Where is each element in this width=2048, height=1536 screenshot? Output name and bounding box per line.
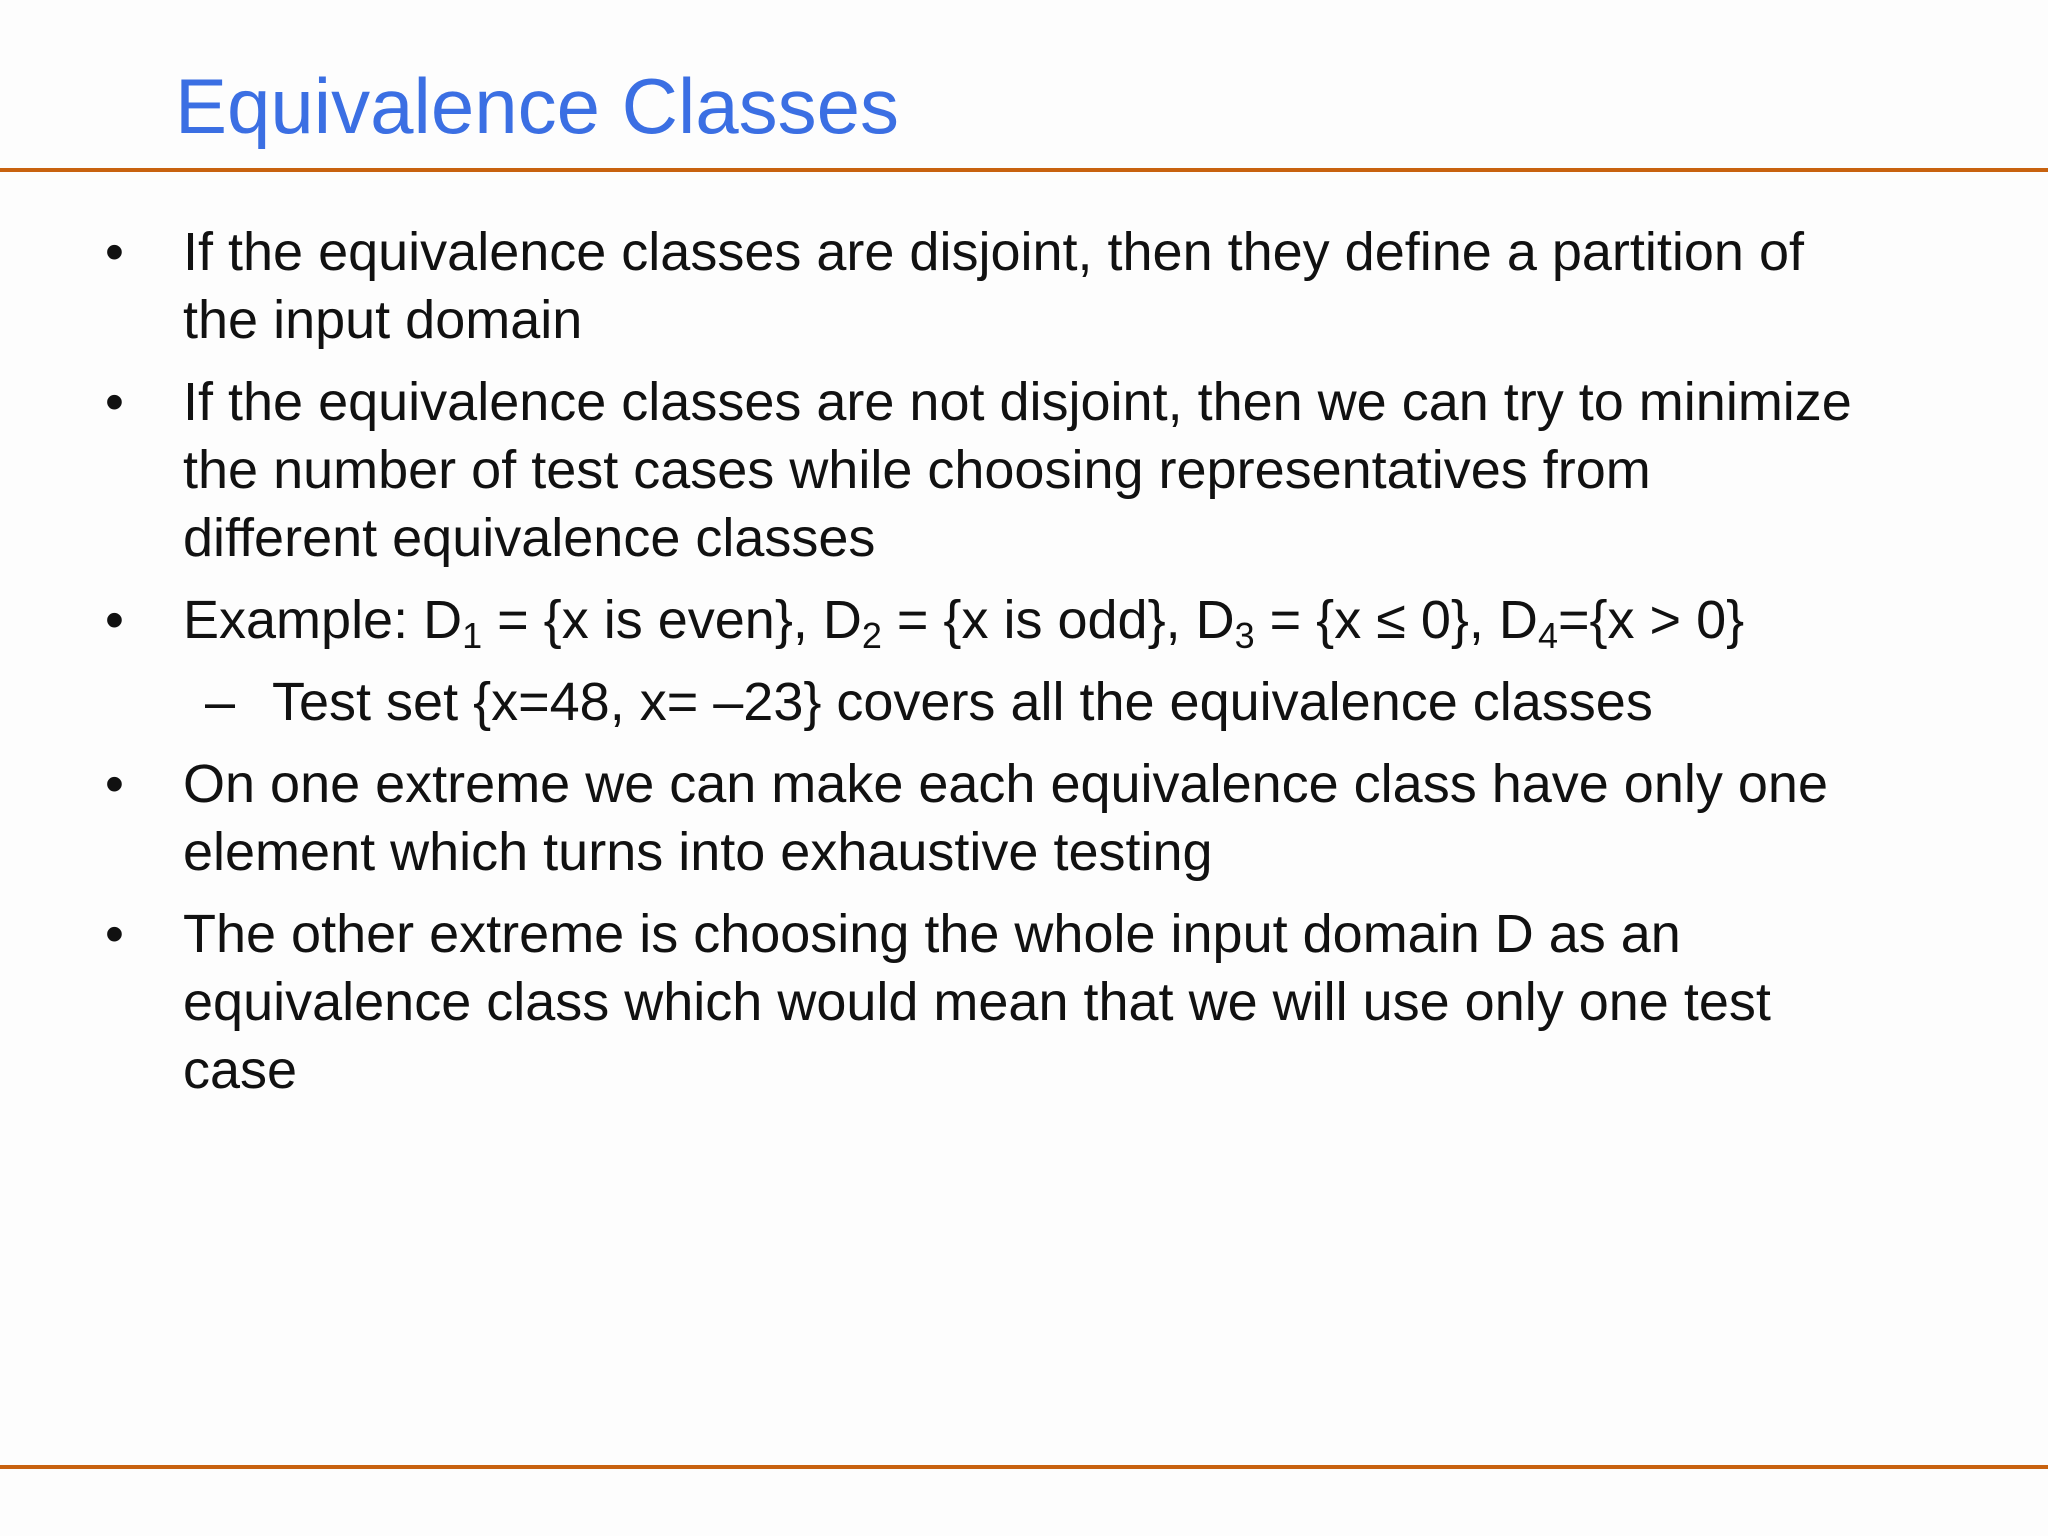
subscript: 1 — [462, 615, 483, 656]
example-part: = {x is odd}, D — [881, 590, 1235, 650]
title-divider — [0, 168, 2048, 172]
slide-title: Equivalence Classes — [175, 62, 900, 150]
bullet-text — [183, 900, 1983, 1104]
text-line: the number of test cases while choosing representatives from — [183, 440, 1651, 500]
text-line: case — [183, 1040, 298, 1100]
example-prefix: Example: D — [183, 590, 463, 650]
bullet-icon: • — [105, 590, 124, 650]
example-part: ={x > 0} — [1557, 590, 1745, 650]
bullet-icon: • — [105, 904, 124, 964]
bullet-icon: • — [105, 222, 124, 282]
text-line: different equivalence classes — [183, 508, 876, 568]
bullet-icon: • — [105, 754, 124, 814]
text-line: element which turns into exhaustive testing — [183, 822, 1213, 882]
footer-divider — [0, 1465, 2048, 1469]
text-line: The other extreme is choosing the whole input domain D as an — [183, 904, 1681, 964]
dash-icon: – — [205, 672, 236, 732]
example-part: = {x is even}, D — [482, 590, 862, 650]
example-part: = {x ≤ 0}, D — [1254, 590, 1538, 650]
subscript: 2 — [861, 615, 882, 656]
sub-bullet-text: Test set {x=48, x= –23} covers all the equivalence classes — [272, 672, 1653, 732]
subscript: 4 — [1537, 615, 1558, 656]
text-line: On one extreme we can make each equivalence class have only one — [183, 754, 1828, 814]
subscript: 3 — [1234, 615, 1255, 656]
bullet-text — [183, 368, 1983, 572]
bullet-text — [183, 218, 1983, 354]
text-line: the input domain — [183, 290, 583, 350]
text-line: If the equivalence classes are disjoint, then they define a partition of — [183, 222, 1805, 282]
bullet-text — [183, 750, 1983, 886]
text-line: equivalence class which would mean that we will use only one test — [183, 972, 1771, 1032]
bullet-icon: • — [105, 372, 124, 432]
example-text — [183, 586, 1983, 654]
text-line: If the equivalence classes are not disjoint, then we can try to minimize — [183, 372, 1852, 432]
